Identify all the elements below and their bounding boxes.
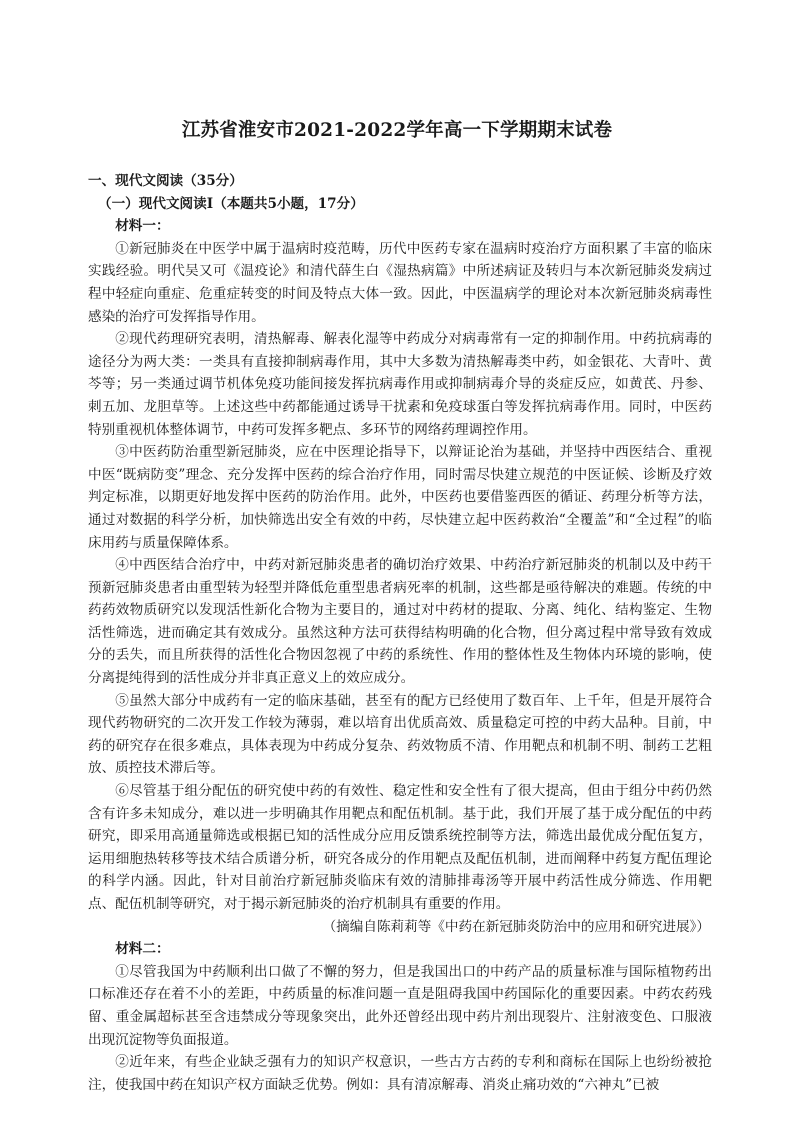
section-heading: 一、现代文阅读（35分） xyxy=(88,173,243,189)
paragraph: ④中西医结合治疗中，中药对新冠肺炎患者的确切治疗效果、中药治疗新冠肺炎的机制以及中药干预新冠肺炎患者由重型转为轻型并降低危重型患者病死率的机制，这些都是亟待解决的难题。传统的中药药效物质研究以发现活性新化合物为主要目的，通过对中药材的提取、分离、纯化、结构鉴定、生物活性筛选，进而确定其有效成分。虽然这种方法可获得结构明确的化合物，但分离过程中常导致有效成分的丢失，而且所获得的活性化合物因忽视了中药的系统性、作用的整体性及生物体内环境的影响，使分离提纯得到的活性成分并非真正意义上的效应成分。 xyxy=(88,557,712,687)
paragraph: ①尽管我国为中药顺利出口做了不懈的努力，但是我国出口的中药产品的质量标准与国际植物药出口标准还存在着不小的差距，中药质量的标准问题一直是阻碍我国中药国际化的重要因素。中药农药残留、重金属超标甚至含违禁成分等现象突出，此外还曾经出现中药片剂出现裂片、注射液变色、口服液出现沉淀物等负面报道。 xyxy=(88,963,712,1048)
paragraph: ②近年来，有些企业缺乏强有力的知识产权意识，一些古方古药的专利和商标在国际上也纷纷被抢注，使我国中药在知识产权方面缺乏优势。例如：具有清凉解毒、消炎止痛功效的“六神丸”已被 xyxy=(88,1054,712,1093)
paragraph: ⑥尽管基于组分配伍的研究使中药的有效性、稳定性和安全性有了很大提高，但由于组分中药仍然含有许多未知成分，难以进一步明确其作用靶点和配伍机制。基于此，我们开展了基于成分配伍的中药研究，即采用高通量筛选或根据已知的活性成分应用反馈系统控制等方法，筛选出最优成分配伍复方，运用细胞热转移等技术结合质谱分析，研究各成分的作用靶点及配伍机制，进而阐释中药复方配伍理论的科学内涵。因此，针对目前治疗新冠肺炎临床有效的清肺排毒汤等开展中药活性成分筛选、作用靶点、配伍机制等研究，对于揭示新冠肺炎的治疗机制具有重要的作用。 xyxy=(88,783,712,912)
paragraph: ②现代药理研究表明，清热解毒、解表化湿等中药成分对病毒常有一定的抑制作用。中药抗病毒的途径分为两大类：一类具有直接抑制病毒作用，其中大多数为清热解毒类中药，如金银花、大青叶、黄芩等；另一类通过调节机体免疫功能间接发挥抗病毒作用或抑制病毒介导的炎症反应，如黄芪、丹参、刺五加、龙胆草等。上述这些中药都能通过诱导干扰素和免疫球蛋白等发挥抗病毒作用。同时，中医药特别重视机体整体调节，中药可发挥多靶点、多环节的网络药理调控作用。 xyxy=(88,331,712,438)
material-two-label: 材料二： xyxy=(115,941,170,958)
document-body xyxy=(88,170,712,1096)
document-title: 江苏省淮安市2021-2022学年高一下学期期末试卷 xyxy=(181,120,613,141)
paragraph: ①新冠肺炎在中医学中属于温病时疫范畴，历代中医药专家在温病时疫治疗方面积累了丰富的临床实践经验。明代吴又可《温疫论》和清代薛生白《湿热病篇》中所述病证及转归与本次新冠肺炎发病过程中轻症向重症、危重症转变的时间及特点大体一致。因此，中医温病学的理论对本次新冠肺炎病毒性感染的治疗可发挥指导作用。 xyxy=(88,240,712,325)
paragraph: ⑤虽然大部分中成药有一定的临床基础，甚至有的配方已经使用了数百年、上千年，但是开展符合现代药物研究的二次开发工作较为薄弱，难以培育出优质高效、质量稳定可控的中药大品种。目前，中药的研究存在很多难点，具体表现为中药成分复杂、药效物质不清、作用靶点和机制不明、制药工艺粗放、质控技术滞后等。 xyxy=(88,692,712,777)
source-citation: （摘编自陈莉莉等《中药在新冠肺炎防治中的应用和研究进展》） xyxy=(322,918,710,935)
material-one-label: 材料一： xyxy=(115,218,170,235)
paragraph: ③中医药防治重型新冠肺炎，应在中医理论指导下，以辩证论治为基础，并坚持中西医结合、重视中医“既病防变”理念、充分发挥中医药的综合治疗作用，同时需尽快建立规范的中医证候、诊断及疗效判定标准，以期更好地发挥中医药的防治作用。此外，中医药也要借鉴西医的循证、药理分析等方法，通过对数据的科学分析，加快筛选出安全有效的中药，尽快建立起中医药救治“全覆盖”和“全过程”的临床用药与质量保障体系。 xyxy=(88,444,712,551)
subsection-heading: （一）现代文阅读Ⅰ（本题共5小题，17分） xyxy=(98,195,364,212)
